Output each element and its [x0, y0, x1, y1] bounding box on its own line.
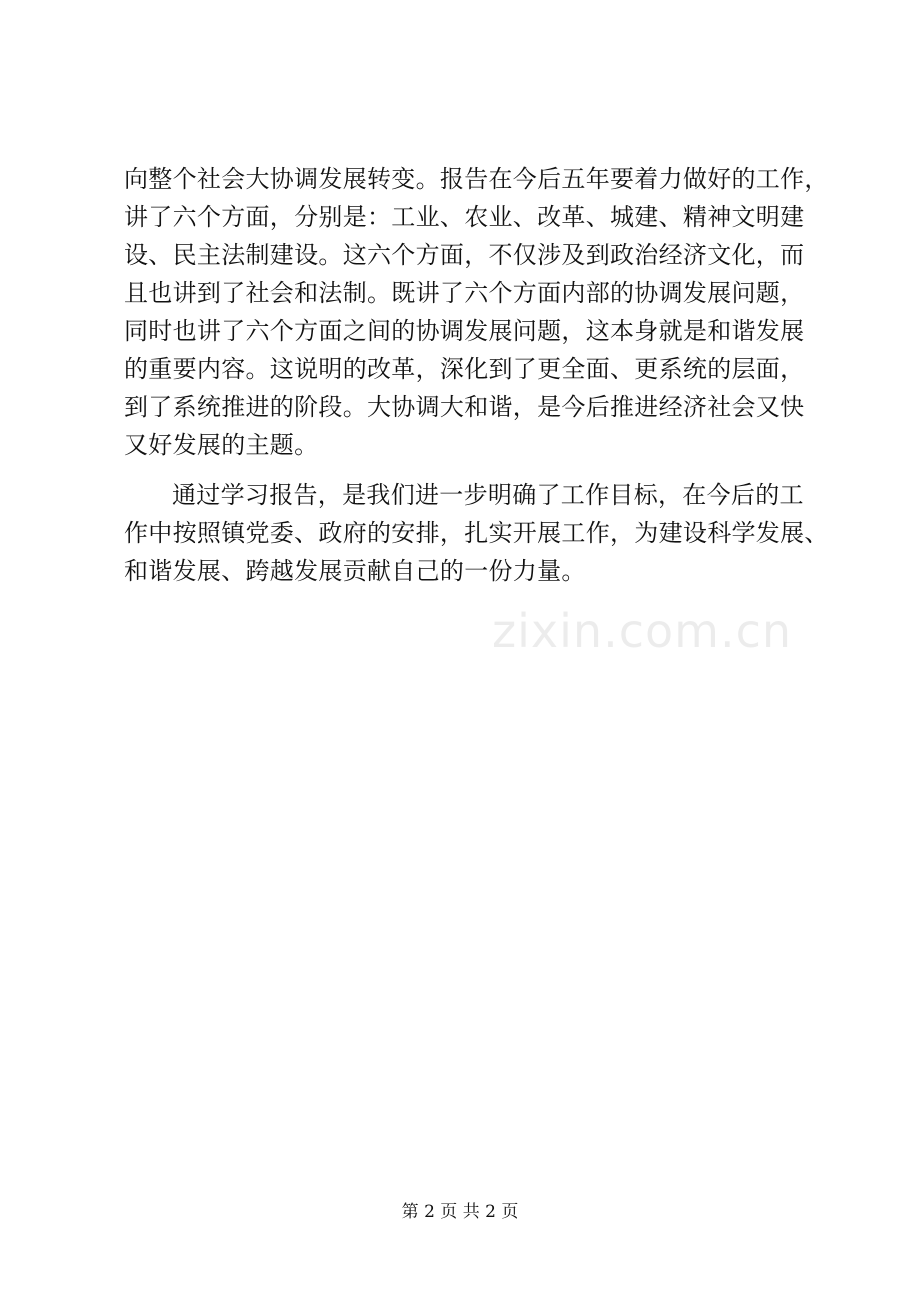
paragraph-line: 的重要内容。这说明的改革，深化到了更全面、更系统的层面，: [124, 355, 805, 383]
paragraph-line: 又好发展的主题。: [124, 431, 319, 459]
document-body: [124, 160, 844, 590]
paragraph-line: 作中按照镇党委、政府的安排，扎实开展工作，为建设科学发展、: [124, 519, 829, 547]
paragraph-line: 同时也讲了六个方面之间的协调发展问题，这本身就是和谐发展: [124, 317, 805, 345]
paragraph-line: 且也讲到了社会和法制。既讲了六个方面内部的协调发展问题，: [124, 279, 805, 307]
paragraph-line: 设、民主法制建设。这六个方面，不仅涉及到政治经济文化，而: [124, 241, 805, 269]
paragraph-line: 和谐发展、跨越发展贡献自己的一份力量。: [124, 557, 586, 585]
paragraph-line: 通过学习报告，是我们进一步明确了工作目标，在今后的工: [172, 481, 804, 509]
paragraph-line: 讲了六个方面，分别是：工业、农业、改革、城建、精神文明建: [124, 203, 805, 231]
paragraph-line: 向整个社会大协调发展转变。报告在今后五年要着力做好的工作，: [124, 165, 829, 193]
watermark-text: zixin.com.cn: [492, 604, 793, 658]
page-footer: 第 2 页 共 2 页: [401, 1202, 519, 1222]
paragraph-line: 到了系统推进的阶段。大协调大和谐，是今后推进经济社会又快: [124, 393, 805, 421]
